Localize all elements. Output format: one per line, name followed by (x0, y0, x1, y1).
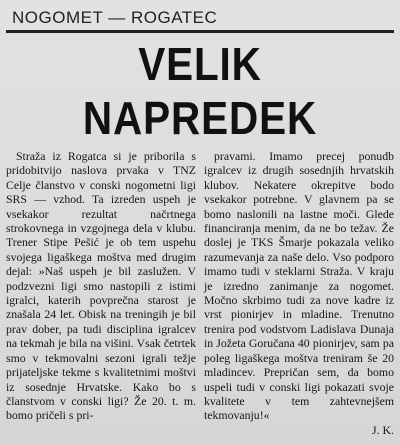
article-column-right (204, 149, 394, 437)
article-paragraph: pravami. Imamo precej ponudb igralcev iz drugih sosednjih hrvatskih klubov. Nekatere okrepitve bodo vsekakor potrebne. V glavnem pa se bomo naslonili na lastne moči. Glede financiranja menim, da ne bo težav. Že doslej je TKS Šmarje pokazala veliko razumevanja za naše delo. Vso podporo imamo tudi v steklarni Straža. V kraju je izredno zanimanje za nogomet. Močno skrbimo tudi za nove kadre iz vrst pionirjev in mladine. Trenutno trenira pod vodstvom Ladislava Dunaja in Jožeta Goručana 40 pionirjev, sam pa poleg ligaškega moštva treniram še 20 mladincev. Prepričan sem, da bomo uspeli tudi v conski ligi pokazati svoje kvalitete v tem zahtevnejšem tekmovanju!« (204, 149, 394, 423)
article-column-left (6, 149, 196, 423)
author-signature: J. K. (372, 422, 394, 437)
headline: VELIK NAPREDEK (82, 38, 318, 144)
article-body (6, 149, 394, 437)
article-paragraph: Straža iz Rogatca si je priborila s pridobitvijo naslova prvaka v TNZ Celje članstvo v conski nogometni ligi SRS — vzhod. Ta izreden uspeh je vsekakor rezultat načrtnega strokovnega in vzgojnega dela v klubu. Trener Stipe Pešić je ob tem uspehu svojega ligaškega moštva med drugim dejal: »Naš uspeh je bil zaslužen. V podzvezni ligi smo nastopili z istimi igralci, katerih povprečna starost je znašala 24 let. Obisk na treningih je bil prav dober, pa tudi disciplina igralcev na tekmah je bila na višini. Vsak četrtek smo v tekmovalni sezoni igrali težje prijateljske tekme s kvalitetnimi moštvi iz sosednje Hrvatske. Kako bo s članstvom v conski ligi? Že 20. t. m. bomo pričeli s pri- (6, 149, 196, 423)
section-divider (6, 30, 394, 33)
section-title: NOGOMET — ROGATEC (12, 8, 218, 27)
